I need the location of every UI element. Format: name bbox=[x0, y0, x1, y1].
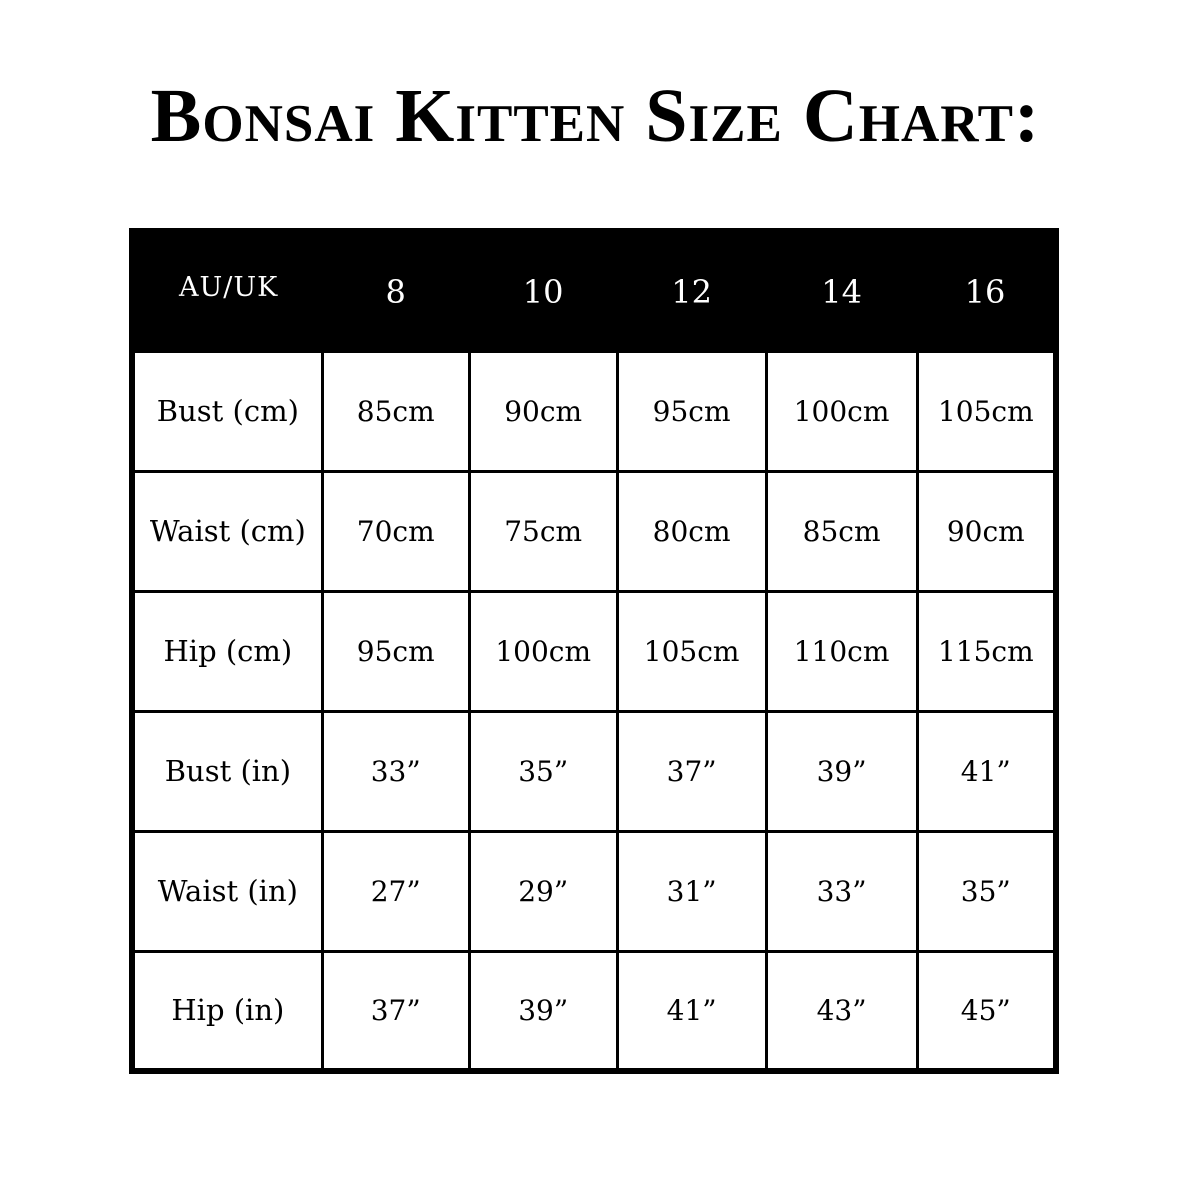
measurement-cell: 100cm bbox=[469, 591, 617, 711]
measurement-cell: 35” bbox=[469, 711, 617, 831]
size-chart-table bbox=[129, 228, 1059, 1074]
table-row bbox=[132, 951, 1056, 1071]
measurement-cell: 85cm bbox=[322, 351, 469, 471]
measurement-cell: 37” bbox=[322, 951, 469, 1071]
measurement-cell: 39” bbox=[469, 951, 617, 1071]
size-header-cell: 14 bbox=[766, 231, 917, 351]
measurement-cell: 70cm bbox=[322, 471, 469, 591]
size-header-cell: 16 bbox=[917, 231, 1056, 351]
measurement-cell: 90cm bbox=[917, 471, 1056, 591]
region-header-cell: AU/UK bbox=[132, 231, 322, 351]
measurement-cell: 115cm bbox=[917, 591, 1056, 711]
measurement-cell: 105cm bbox=[917, 351, 1056, 471]
row-label-cell: Bust (in) bbox=[132, 711, 322, 831]
measurement-cell: 31” bbox=[617, 831, 766, 951]
row-label-cell: Hip (cm) bbox=[132, 591, 322, 711]
measurement-cell: 33” bbox=[322, 711, 469, 831]
size-header-cell: 10 bbox=[469, 231, 617, 351]
size-header-cell: 12 bbox=[617, 231, 766, 351]
measurement-cell: 105cm bbox=[617, 591, 766, 711]
table-row bbox=[132, 591, 1056, 711]
table-header-row bbox=[132, 231, 1056, 351]
measurement-cell: 33” bbox=[766, 831, 917, 951]
measurement-cell: 43” bbox=[766, 951, 917, 1071]
measurement-cell: 90cm bbox=[469, 351, 617, 471]
row-label-cell: Waist (cm) bbox=[132, 471, 322, 591]
measurement-cell: 95cm bbox=[322, 591, 469, 711]
table-row bbox=[132, 471, 1056, 591]
measurement-cell: 29” bbox=[469, 831, 617, 951]
size-header-cell: 8 bbox=[322, 231, 469, 351]
page-title: Bonsai Kitten Size Chart: bbox=[150, 74, 1041, 158]
measurement-cell: 80cm bbox=[617, 471, 766, 591]
measurement-cell: 37” bbox=[617, 711, 766, 831]
measurement-cell: 110cm bbox=[766, 591, 917, 711]
measurement-cell: 95cm bbox=[617, 351, 766, 471]
table-row bbox=[132, 711, 1056, 831]
row-label-cell: Hip (in) bbox=[132, 951, 322, 1071]
measurement-cell: 39” bbox=[766, 711, 917, 831]
measurement-cell: 35” bbox=[917, 831, 1056, 951]
measurement-cell: 27” bbox=[322, 831, 469, 951]
measurement-cell: 75cm bbox=[469, 471, 617, 591]
measurement-cell: 100cm bbox=[766, 351, 917, 471]
table-row bbox=[132, 351, 1056, 471]
table-row bbox=[132, 831, 1056, 951]
measurement-cell: 41” bbox=[917, 711, 1056, 831]
measurement-cell: 41” bbox=[617, 951, 766, 1071]
row-label-cell: Waist (in) bbox=[132, 831, 322, 951]
measurement-cell: 85cm bbox=[766, 471, 917, 591]
measurement-cell: 45” bbox=[917, 951, 1056, 1071]
row-label-cell: Bust (cm) bbox=[132, 351, 322, 471]
